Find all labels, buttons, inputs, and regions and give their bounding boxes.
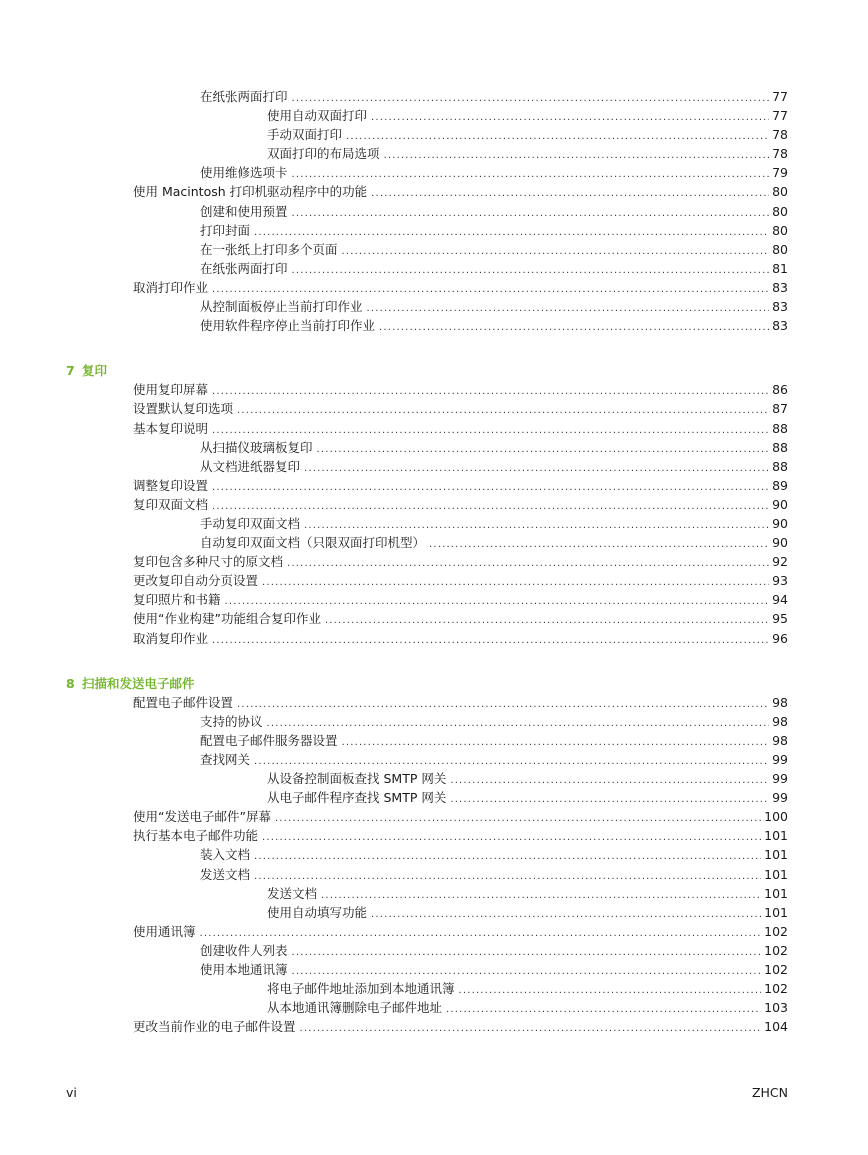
toc-entry-label: 更改复印自动分页设置: [133, 573, 259, 589]
toc-entry-page: 94: [772, 592, 788, 608]
toc-entry-label: 支持的协议: [200, 713, 263, 729]
toc-entry[interactable]: [0, 495, 868, 514]
toc-entry-page: 77: [772, 89, 788, 104]
toc-entry-page: 95: [772, 611, 788, 627]
toc-entry-label: 在纸张两面打印: [200, 260, 288, 276]
toc-entry[interactable]: [0, 788, 868, 807]
toc-entry[interactable]: [0, 629, 868, 648]
toc-entry[interactable]: [0, 221, 868, 240]
toc-entry-label: 复印包含多种尺寸的原文档: [133, 554, 284, 570]
toc-entry-page: 98: [772, 713, 788, 729]
toc-entry[interactable]: [0, 438, 868, 457]
toc-entry[interactable]: [0, 278, 868, 297]
toc-entry-page: 101: [764, 885, 788, 901]
toc-entry[interactable]: [0, 380, 868, 399]
toc-entry[interactable]: [0, 1017, 868, 1036]
toc-entry[interactable]: [0, 106, 868, 125]
toc-entry[interactable]: [0, 259, 868, 278]
toc-entry-page: 88: [772, 420, 788, 436]
chapter-title: 复印: [82, 363, 108, 379]
toc-entry-label: 复印双面文档: [133, 496, 209, 512]
toc-entry-label: 创建收件人列表: [200, 942, 288, 958]
toc-entry-page: 80: [772, 203, 788, 219]
toc-entry[interactable]: [0, 476, 868, 495]
toc-entry[interactable]: [0, 182, 868, 201]
toc-entry-label: 从文档进纸器复印: [200, 458, 301, 474]
toc-entry[interactable]: [0, 240, 868, 259]
toc-entry[interactable]: [0, 125, 868, 144]
toc-entry-page: 104: [764, 1019, 788, 1035]
toc-entry[interactable]: [0, 884, 868, 903]
chapter-heading-8[interactable]: [0, 674, 868, 693]
chapter-title: 扫描和发送电子邮件: [82, 675, 195, 691]
chapter-number: 7: [66, 363, 75, 379]
toc-entry[interactable]: [0, 419, 868, 438]
toc-entry-label: 配置电子邮件设置: [133, 694, 234, 710]
toc-entry-label: 取消打印作业: [133, 279, 209, 295]
toc-entry-page: 83: [772, 299, 788, 315]
toc-entry-page: 93: [772, 573, 788, 589]
toc-entry-page: 102: [764, 962, 788, 978]
toc-entry-page: 99: [772, 752, 788, 767]
toc-entry-label: 复印照片和书籍: [133, 592, 221, 608]
toc-entry-label: 在纸张两面打印: [200, 89, 288, 104]
toc-entry-page: 80: [772, 184, 788, 200]
toc-entry-label: 发送文档: [267, 885, 318, 901]
toc-entry-label: 基本复印说明: [133, 420, 209, 436]
toc-entry[interactable]: [0, 571, 868, 590]
toc-entry-label: 调整复印设置: [133, 477, 209, 493]
toc-entry-page: 101: [764, 904, 788, 920]
toc-entry[interactable]: [0, 202, 868, 221]
toc-entry-label: 双面打印的布局选项: [267, 146, 380, 162]
toc-entry-label: 将电子邮件地址添加到本地通讯簿: [267, 981, 455, 997]
toc-entry[interactable]: [0, 693, 868, 712]
toc-entry[interactable]: [0, 845, 868, 864]
toc-entry-page: 90: [772, 515, 788, 531]
toc-entry[interactable]: [0, 609, 868, 628]
toc-entry-page: 86: [772, 382, 788, 398]
footer-locale: ZHCN: [751, 1085, 788, 1100]
toc-entry[interactable]: [0, 922, 868, 941]
toc-entry-page: 77: [772, 108, 788, 124]
toc-entry-page: 88: [772, 439, 788, 455]
toc-entry[interactable]: [0, 903, 868, 922]
toc-entry-label: 从电子邮件程序查找 SMTP 网关: [267, 790, 447, 806]
toc-entry-label: 更改当前作业的电子邮件设置: [133, 1019, 296, 1035]
toc-entry-label: 取消复印作业: [133, 630, 209, 646]
toc-entry-page: 88: [772, 458, 788, 474]
toc-entry[interactable]: [0, 87, 868, 106]
toc-entry[interactable]: [0, 533, 868, 552]
toc-entry-label: 查找网关: [200, 752, 251, 767]
toc-entry-label: 使用“发送电子邮件”屏幕: [133, 809, 271, 825]
chapter-heading-7[interactable]: [0, 361, 868, 380]
toc-entry-label: 使用本地通讯簿: [200, 962, 288, 978]
toc-entry-label: 使用维修选项卡: [200, 165, 288, 181]
toc-block-scan-email: [0, 693, 868, 1037]
toc-entry-label: 使用复印屏幕: [133, 382, 209, 398]
toc-entry-page: 83: [772, 279, 788, 295]
toc-entry-label: 从控制面板停止当前打印作业: [200, 299, 363, 315]
toc-entry-page: 78: [772, 146, 788, 162]
toc-entry-page: 80: [772, 241, 788, 257]
toc-entry[interactable]: [0, 998, 868, 1017]
toc-entry-page: 101: [764, 847, 788, 863]
toc-entry[interactable]: [0, 552, 868, 571]
toc-entry[interactable]: [0, 399, 868, 418]
toc-entry-page: 101: [764, 866, 788, 882]
toc-entry[interactable]: [0, 960, 868, 979]
toc-entry[interactable]: [0, 297, 868, 316]
toc-entry[interactable]: [0, 807, 868, 826]
toc-entry-page: 99: [772, 790, 788, 806]
toc-entry-label: 创建和使用预置: [200, 203, 288, 219]
toc-entry-label: 手动双面打印: [267, 127, 343, 143]
toc-entry-page: 92: [772, 554, 788, 570]
toc-entry-page: 100: [764, 809, 788, 825]
toc-entry-label: 使用自动填写功能: [267, 904, 368, 920]
toc-entry-page: 102: [764, 923, 788, 939]
toc-entry-page: 90: [772, 535, 788, 551]
toc-entry-page: 98: [772, 732, 788, 748]
toc-entry-label: 自动复印双面文档（只限双面打印机型）: [200, 535, 426, 551]
toc-entry-label: 设置默认复印选项: [133, 401, 234, 417]
toc-entry-page: 103: [764, 1000, 788, 1016]
footer-page-number: vi: [66, 1085, 77, 1100]
toc-entry-page: 81: [772, 260, 788, 276]
toc-entry-page: 83: [772, 318, 788, 334]
toc-entry-page: 87: [772, 401, 788, 417]
toc-entry-label: 从设备控制面板查找 SMTP 网关: [267, 771, 447, 787]
toc-entry-label: 从本地通讯簿删除电子邮件地址: [267, 1000, 443, 1016]
toc-entry-page: 101: [764, 828, 788, 844]
toc-entry-label: 从扫描仪玻璃板复印: [200, 439, 313, 455]
toc-entry-label: 执行基本电子邮件功能: [133, 828, 259, 844]
toc-block-copy: [0, 380, 868, 647]
toc-entry[interactable]: [0, 769, 868, 788]
toc-entry-page: 98: [772, 694, 788, 710]
toc-entry-page: 79: [772, 165, 788, 181]
toc-entry-label: 使用 Macintosh 打印机驱动程序中的功能: [133, 184, 368, 200]
toc-entry-page: 78: [772, 127, 788, 143]
toc-entry-label: 装入文档: [200, 847, 251, 863]
toc-entry[interactable]: [0, 144, 868, 163]
toc-entry[interactable]: [0, 826, 868, 845]
toc-entry[interactable]: [0, 750, 868, 769]
toc-entry-page: 89: [772, 477, 788, 493]
toc-entry-label: 发送文档: [200, 866, 251, 882]
toc-entry[interactable]: [0, 731, 868, 750]
chapter-number: 8: [66, 675, 75, 691]
toc-entry[interactable]: [0, 979, 868, 998]
table-of-contents: [0, 87, 868, 1036]
toc-entry[interactable]: [0, 163, 868, 182]
toc-entry-label: 配置电子邮件服务器设置: [200, 732, 338, 748]
toc-entry[interactable]: [0, 712, 868, 731]
toc-entry-page: 99: [772, 771, 788, 787]
toc-entry-page: 80: [772, 222, 788, 238]
toc-entry-label: 使用软件程序停止当前打印作业: [200, 318, 376, 334]
toc-entry-page: 90: [772, 496, 788, 512]
toc-block-printing: [0, 87, 868, 335]
toc-entry[interactable]: [0, 590, 868, 609]
toc-entry-label: 在一张纸上打印多个页面: [200, 241, 338, 257]
dot-leader: [300, 1019, 762, 1038]
toc-entry-label: 使用“作业构建”功能组合复印作业: [133, 611, 321, 627]
toc-entry[interactable]: [0, 865, 868, 884]
toc-entry-label: 使用自动双面打印: [267, 108, 368, 124]
toc-entry[interactable]: [0, 514, 868, 533]
toc-entry-page: 102: [764, 942, 788, 958]
toc-entry-label: 打印封面: [200, 222, 251, 238]
toc-entry[interactable]: [0, 941, 868, 960]
toc-entry[interactable]: [0, 316, 868, 335]
toc-entry-label: 手动复印双面文档: [200, 515, 301, 531]
toc-entry[interactable]: [0, 457, 868, 476]
toc-entry-page: 102: [764, 981, 788, 997]
toc-entry-page: 96: [772, 630, 788, 646]
toc-entry-label: 使用通讯簿: [133, 923, 196, 939]
